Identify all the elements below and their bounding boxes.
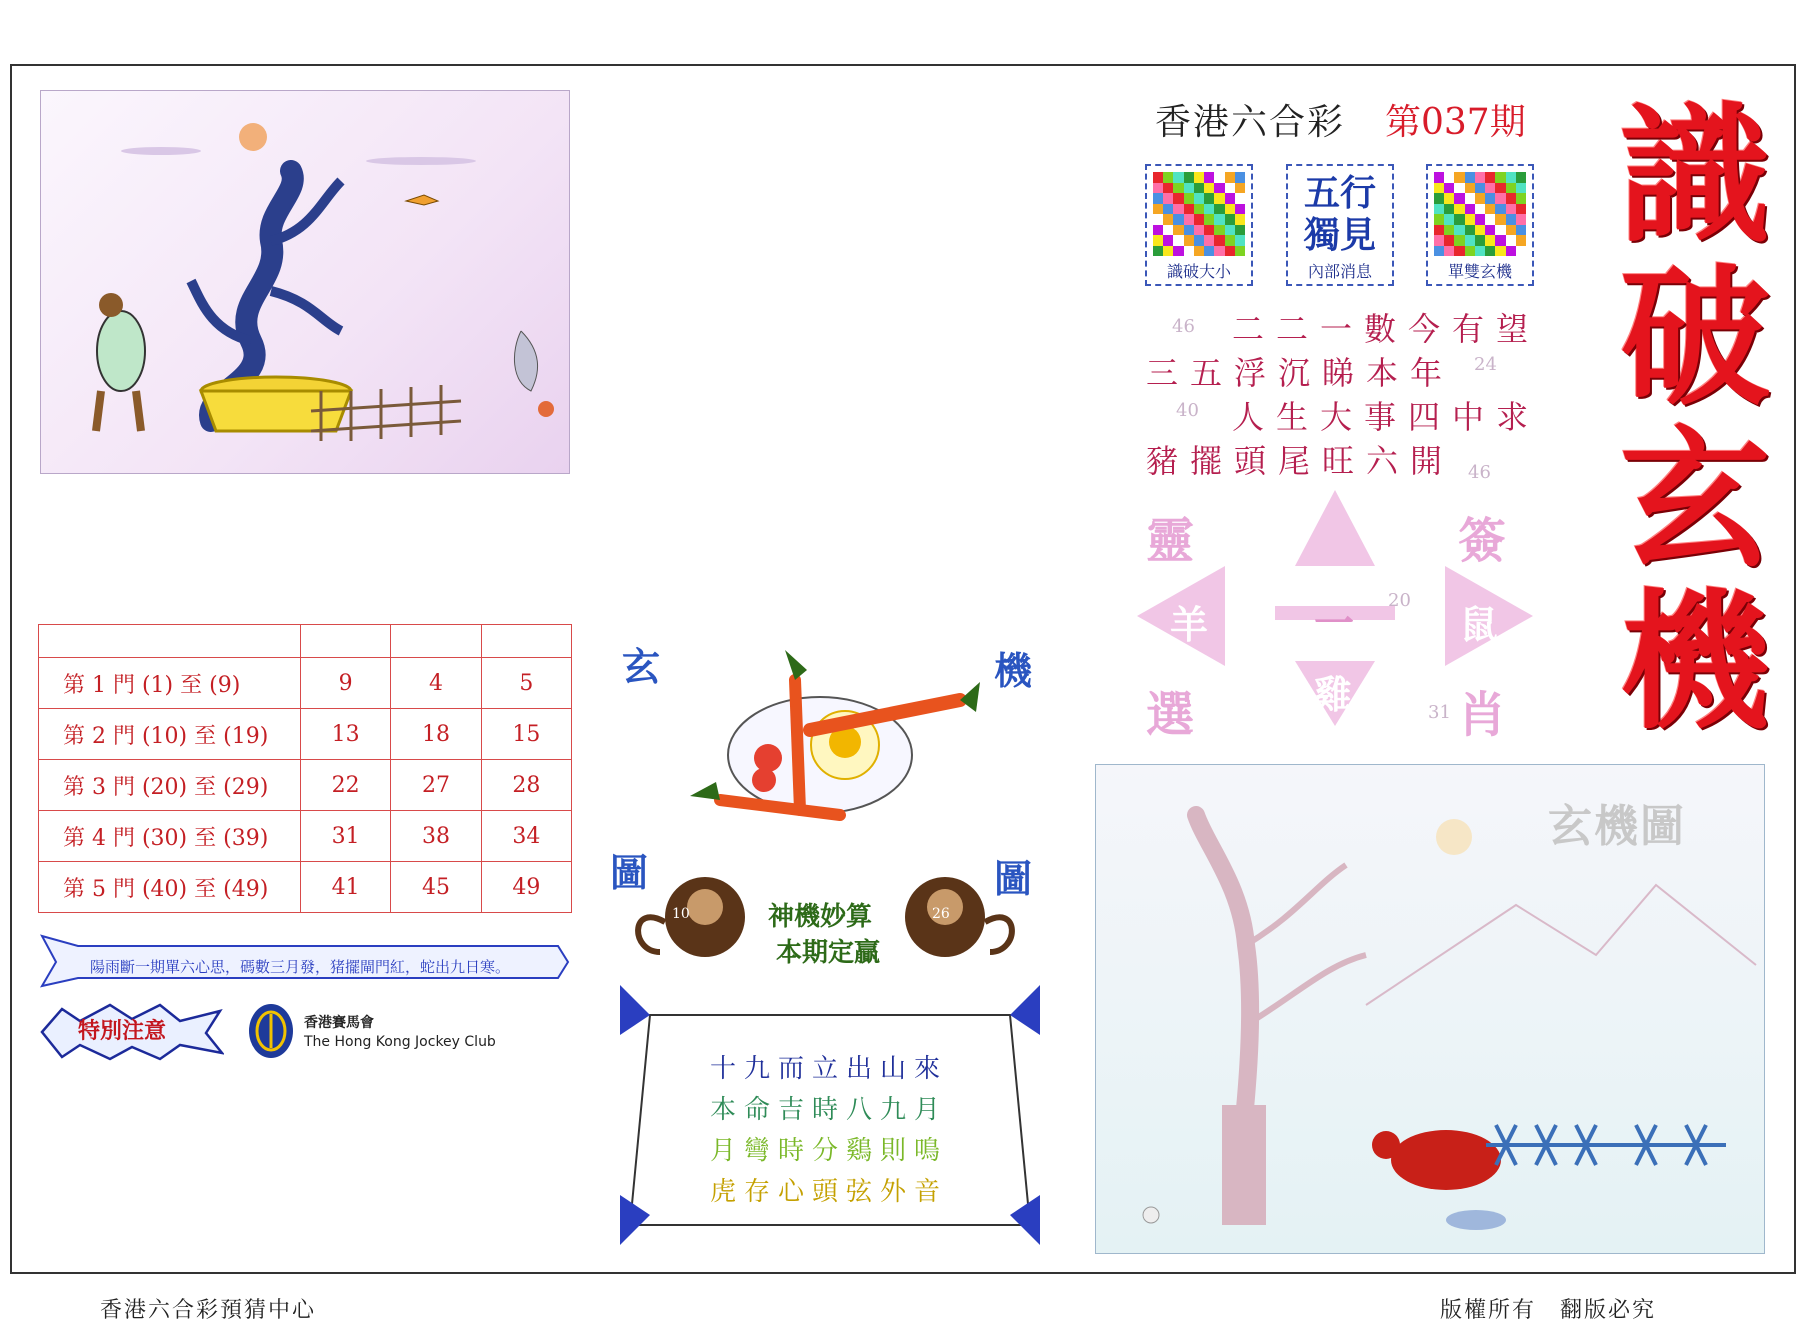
door-label: 第 1 門 (1) 至 (9) xyxy=(39,658,301,709)
poem-number: 40 xyxy=(1176,400,1199,421)
door-number-table xyxy=(38,624,572,913)
mosaic-cell xyxy=(1214,183,1224,194)
mosaic-cell xyxy=(1204,183,1214,194)
big-title-char-1: 識 xyxy=(1619,88,1770,264)
mosaic-cell xyxy=(1194,204,1204,215)
mosaic-cell xyxy=(1153,204,1163,215)
mosaic-cell xyxy=(1444,193,1454,204)
door-value: 34 xyxy=(481,811,571,862)
mosaic-cell xyxy=(1153,193,1163,204)
mosaic-cell xyxy=(1204,246,1214,257)
mosaic-cell xyxy=(1194,183,1204,194)
poem-line-1: 二二一數今有望 xyxy=(1232,310,1541,348)
mosaic-cell xyxy=(1153,235,1163,246)
mosaic-cell xyxy=(1214,193,1224,204)
big-title-char-2: 破 xyxy=(1619,250,1770,426)
mosaic-cell xyxy=(1153,214,1163,225)
mosaic-graphic xyxy=(1153,172,1245,256)
monkey-number: 26 xyxy=(932,906,950,922)
mosaic-cell xyxy=(1506,204,1516,215)
mosaic-cell xyxy=(1485,214,1495,225)
mosaic-cell xyxy=(1506,225,1516,236)
mosaic-cell xyxy=(1485,225,1495,236)
door-label: 第 4 門 (30) 至 (39) xyxy=(39,811,301,862)
mosaic-cell xyxy=(1516,235,1526,246)
mosaic-cell xyxy=(1495,235,1505,246)
mosaic-cell xyxy=(1495,214,1505,225)
mosaic-cell xyxy=(1475,183,1485,194)
mosaic-cell xyxy=(1173,172,1183,183)
door-label: 第 3 門 (20) 至 (29) xyxy=(39,760,301,811)
compass-corner-word: 選 xyxy=(1146,687,1195,743)
bonsai-scene-art xyxy=(41,91,569,473)
mosaic-cell xyxy=(1214,246,1224,257)
mosaic-cell xyxy=(1495,204,1505,215)
mosaic-cell xyxy=(1184,214,1194,225)
mosaic-cell xyxy=(1214,225,1224,236)
mosaic-cell xyxy=(1153,172,1163,183)
mosaic-cell xyxy=(1225,246,1235,257)
mosaic-cell xyxy=(1204,193,1214,204)
poem-line-2: 三五浮沉睇本年 xyxy=(1146,354,1455,392)
mosaic-cell xyxy=(1163,246,1173,257)
mosaic-cell xyxy=(1173,183,1183,194)
mosaic-cell xyxy=(1163,183,1173,194)
mosaic-cell xyxy=(1506,193,1516,204)
mosaic-cell xyxy=(1434,204,1444,215)
mosaic-cell xyxy=(1184,193,1194,204)
mosaic-cell xyxy=(1204,235,1214,246)
mosaic-cell xyxy=(1475,204,1485,215)
door-value: 4 xyxy=(391,658,481,709)
tile-title xyxy=(1288,172,1392,256)
table-header-row xyxy=(39,625,572,658)
mosaic-cell xyxy=(1235,172,1245,183)
mosaic-graphic xyxy=(1434,172,1526,256)
mosaic-cell xyxy=(1225,172,1235,183)
mosaic-cell xyxy=(1204,214,1214,225)
mosaic-cell xyxy=(1465,172,1475,183)
door-value: 31 xyxy=(301,811,391,862)
mosaic-cell xyxy=(1454,183,1464,194)
mosaic-cell xyxy=(1434,172,1444,183)
mosaic-cell xyxy=(1485,183,1495,194)
poem-number: 46 xyxy=(1172,316,1195,337)
mosaic-cell xyxy=(1454,204,1464,215)
mosaic-cell xyxy=(1516,214,1526,225)
mosaic-cell xyxy=(1235,214,1245,225)
egg-plate-art xyxy=(660,640,990,840)
door-value: 18 xyxy=(391,709,481,760)
mosaic-cell xyxy=(1163,172,1173,183)
compass-center-word: 一 xyxy=(1314,600,1354,647)
mosaic-cell xyxy=(1194,246,1204,257)
mosaic-cell xyxy=(1173,193,1183,204)
table-cell xyxy=(481,625,571,658)
mosaic-cell xyxy=(1204,204,1214,215)
mosaic-cell xyxy=(1506,183,1516,194)
mosaic-cell xyxy=(1184,204,1194,215)
mosaic-cell xyxy=(1214,214,1224,225)
mosaic-cell xyxy=(1465,235,1475,246)
table-row xyxy=(39,709,572,760)
tile-caption: 內部消息 xyxy=(1307,262,1372,281)
attention-label: 特別注意 xyxy=(78,1018,167,1044)
mosaic-cell xyxy=(1163,225,1173,236)
mosaic-cell xyxy=(1465,183,1475,194)
mosaic-cell xyxy=(1194,193,1204,204)
mosaic-cell xyxy=(1434,214,1444,225)
door-value: 27 xyxy=(391,760,481,811)
mosaic-cell xyxy=(1444,172,1454,183)
table-row xyxy=(39,811,572,862)
mosaic-cell xyxy=(1194,235,1204,246)
big-title xyxy=(1600,88,1790,750)
mosaic-cell xyxy=(1454,172,1464,183)
mosaic-cell xyxy=(1454,235,1464,246)
xuanji-label: 玄機圖 xyxy=(1548,801,1686,852)
mosaic-cell xyxy=(1485,204,1495,215)
mosaic-cell xyxy=(1434,246,1444,257)
door-value: 41 xyxy=(301,862,391,913)
door-value: 5 xyxy=(481,658,571,709)
mosaic-cell xyxy=(1475,246,1485,257)
mosaic-cell xyxy=(1454,246,1464,257)
door-label: 第 5 門 (40) 至 (49) xyxy=(39,862,301,913)
mosaic-cell xyxy=(1163,193,1173,204)
scroll-verse xyxy=(710,1048,948,1208)
mosaic-cell xyxy=(1225,214,1235,225)
mosaic-cell xyxy=(1184,235,1194,246)
mosaic-cell xyxy=(1465,214,1475,225)
mosaic-cell xyxy=(1153,183,1163,194)
mosaic-cell xyxy=(1444,235,1454,246)
mosaic-cell xyxy=(1485,246,1495,257)
scroll-line-2: 本命吉時八九月 xyxy=(710,1095,949,1125)
lottery-name: 香港六合彩 xyxy=(1155,102,1346,143)
table-cell xyxy=(39,625,301,658)
mosaic-cell xyxy=(1485,172,1495,183)
center-corner-word: 圖 xyxy=(994,856,1033,901)
mosaic-cell xyxy=(1516,183,1526,194)
door-value: 45 xyxy=(391,862,481,913)
big-title-char-4: 機 xyxy=(1619,574,1770,750)
mosaic-cell xyxy=(1516,193,1526,204)
mosaic-cell xyxy=(1485,193,1495,204)
mosaic-cell xyxy=(1506,172,1516,183)
mosaic-cell xyxy=(1434,235,1444,246)
monkey-text-line-2: 本期定贏 xyxy=(776,938,881,968)
table-row xyxy=(39,760,572,811)
tile-caption: 識破大小 xyxy=(1166,262,1231,281)
table-row xyxy=(39,658,572,709)
mosaic-cell xyxy=(1173,225,1183,236)
mosaic-cell xyxy=(1204,225,1214,236)
mosaic-cell xyxy=(1173,214,1183,225)
door-value: 22 xyxy=(301,760,391,811)
top-left-illustration xyxy=(40,90,570,474)
mosaic-cell xyxy=(1506,214,1516,225)
compass-corner-word: 肖 xyxy=(1458,687,1507,743)
mosaic-cell xyxy=(1465,246,1475,257)
center-corner-word: 機 xyxy=(994,648,1033,693)
mosaic-cell xyxy=(1465,193,1475,204)
mosaic-cell xyxy=(1495,183,1505,194)
door-value: 13 xyxy=(301,709,391,760)
center-corner-word: 玄 xyxy=(622,644,661,689)
footer-right-text: 版權所有 翻版必究 xyxy=(1440,1298,1657,1323)
door-value: 49 xyxy=(481,862,571,913)
mosaic-cell xyxy=(1225,183,1235,194)
mosaic-cell xyxy=(1173,235,1183,246)
jockey-club-name-cn: 香港賽馬會 xyxy=(304,1015,374,1031)
mosaic-cell xyxy=(1184,225,1194,236)
mosaic-cell xyxy=(1516,172,1526,183)
door-value: 15 xyxy=(481,709,571,760)
door-value: 38 xyxy=(391,811,481,862)
compass-right-word: 鼠 xyxy=(1460,602,1499,647)
scroll-line-3: 月彎時分鷄則鳴 xyxy=(710,1136,949,1166)
tile-title-line-1: 五行 xyxy=(1303,172,1376,214)
mosaic-cell xyxy=(1214,172,1224,183)
mosaic-cell xyxy=(1225,204,1235,215)
mosaic-cell xyxy=(1444,204,1454,215)
mosaic-cell xyxy=(1475,172,1485,183)
compass-corner-word: 靈 xyxy=(1146,513,1195,569)
mosaic-cell xyxy=(1184,246,1194,257)
mosaic-cell xyxy=(1204,172,1214,183)
mosaic-cell xyxy=(1465,225,1475,236)
compass-number: 31 xyxy=(1428,702,1451,723)
scroll-line-1: 十九而立出山來 xyxy=(710,1054,949,1084)
mosaic-cell xyxy=(1184,172,1194,183)
issue-number: 第037期 xyxy=(1385,102,1526,143)
mosaic-cell xyxy=(1454,214,1464,225)
mosaic-cell xyxy=(1153,246,1163,257)
mosaic-cell xyxy=(1434,183,1444,194)
poem-number: 24 xyxy=(1474,354,1497,375)
mosaic-cell xyxy=(1475,235,1485,246)
mosaic-cell xyxy=(1184,183,1194,194)
mosaic-cell xyxy=(1465,204,1475,215)
mosaic-cell xyxy=(1194,172,1204,183)
mosaic-cell xyxy=(1173,204,1183,215)
mosaic-cell xyxy=(1454,225,1464,236)
mosaic-cell xyxy=(1495,172,1505,183)
door-value: 9 xyxy=(301,658,391,709)
mosaic-cell xyxy=(1475,225,1485,236)
jockey-club-name-en: The Hong Kong Jockey Club xyxy=(304,1034,496,1050)
mosaic-cell xyxy=(1454,193,1464,204)
footer-left-text: 香港六合彩預猜中心 xyxy=(100,1298,317,1323)
note-text: 陽雨斷一期單六心思，碼數三月發，猪擺閘門紅，蛇出九日寒。 xyxy=(90,958,511,976)
mosaic-cell xyxy=(1495,193,1505,204)
mosaic-cell xyxy=(1225,225,1235,236)
mosaic-cell xyxy=(1475,193,1485,204)
mosaic-cell xyxy=(1194,214,1204,225)
mosaic-cell xyxy=(1153,225,1163,236)
mosaic-cell xyxy=(1173,246,1183,257)
mosaic-cell xyxy=(1225,193,1235,204)
scroll-line-4: 虎存心頭弦外音 xyxy=(710,1177,949,1207)
mosaic-cell xyxy=(1506,235,1516,246)
mosaic-cell xyxy=(1444,183,1454,194)
tile-five-elements xyxy=(1286,164,1394,286)
mosaic-cell xyxy=(1214,204,1224,215)
tile-title-line-2: 獨見 xyxy=(1303,214,1376,256)
poem-line-4: 豬擺頭尾旺六開 xyxy=(1146,442,1455,480)
mosaic-cell xyxy=(1235,225,1245,236)
mosaic-cell xyxy=(1516,225,1526,236)
mosaic-cell xyxy=(1434,225,1444,236)
poem-number: 46 xyxy=(1468,462,1491,483)
mosaic-cell xyxy=(1235,204,1245,215)
mosaic-cell xyxy=(1225,235,1235,246)
mosaic-cell xyxy=(1434,193,1444,204)
mosaic-cell xyxy=(1235,235,1245,246)
table-cell xyxy=(301,625,391,658)
mosaic-cell xyxy=(1444,225,1454,236)
mosaic-cell xyxy=(1516,246,1526,257)
table-cell xyxy=(391,625,481,658)
big-title-char-3: 玄 xyxy=(1619,412,1770,588)
compass-corner-word: 簽 xyxy=(1458,513,1507,569)
tile-size-guess xyxy=(1145,164,1253,286)
compass-left-word: 羊 xyxy=(1170,602,1209,647)
center-corner-word: 圖 xyxy=(610,850,649,895)
monkey-number: 10 xyxy=(672,906,690,922)
poem-line-3: 人生大事四中求 xyxy=(1232,398,1541,436)
compass-bottom-word: 雞 xyxy=(1314,672,1353,717)
mosaic-cell xyxy=(1485,235,1495,246)
mosaic-cell xyxy=(1506,246,1516,257)
jockey-club-logo-icon xyxy=(246,1002,296,1060)
table-row xyxy=(39,862,572,913)
mosaic-cell xyxy=(1495,246,1505,257)
mosaic-cell xyxy=(1444,214,1454,225)
mosaic-cell xyxy=(1444,246,1454,257)
mosaic-cell xyxy=(1516,204,1526,215)
door-label: 第 2 門 (10) 至 (19) xyxy=(39,709,301,760)
mosaic-cell xyxy=(1235,183,1245,194)
tile-odd-even xyxy=(1426,164,1534,286)
mosaic-cell xyxy=(1475,214,1485,225)
mosaic-cell xyxy=(1163,235,1173,246)
mosaic-cell xyxy=(1194,225,1204,236)
mosaic-cell xyxy=(1214,235,1224,246)
mosaic-cell xyxy=(1163,204,1173,215)
mosaic-cell xyxy=(1495,225,1505,236)
compass-number: 20 xyxy=(1388,590,1411,611)
door-value: 28 xyxy=(481,760,571,811)
mosaic-cell xyxy=(1235,246,1245,257)
mosaic-cell xyxy=(1163,214,1173,225)
monkey-text-line-1: 神機妙算 xyxy=(768,902,873,932)
tile-caption: 單雙玄機 xyxy=(1447,262,1512,281)
mosaic-cell xyxy=(1235,193,1245,204)
